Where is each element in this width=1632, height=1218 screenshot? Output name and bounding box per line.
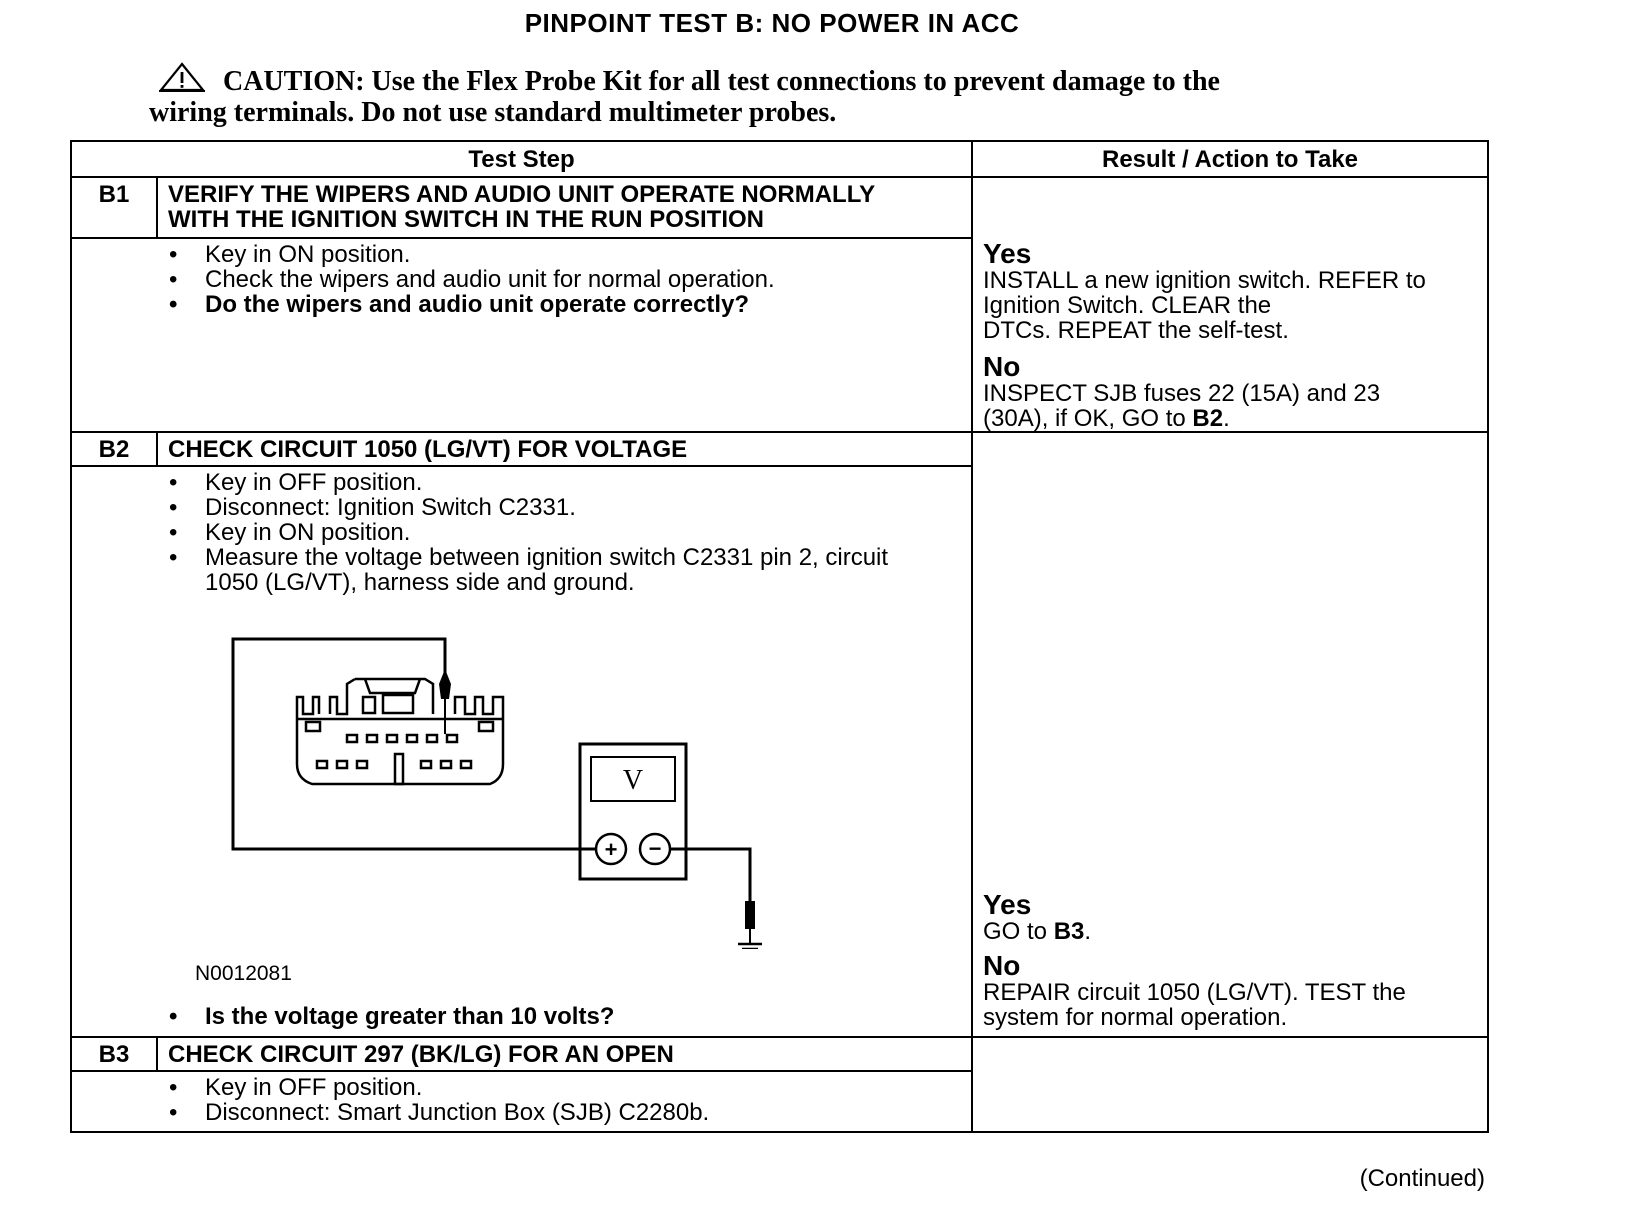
b2-goto-ref: B3 (1053, 918, 1085, 945)
b1-yes-line2: Ignition Switch. CLEAR the (983, 292, 1272, 319)
warning-triangle-icon (159, 62, 205, 92)
list-item: • Disconnect: Smart Junction Box (SJB) C2280b. (205, 1100, 961, 1125)
caution-text-line1: CAUTION: Use the Flex Probe Kit for all test connections to prevent damage to the (223, 66, 1220, 97)
negative-terminal-label: − (648, 836, 662, 861)
list-item: • Key in OFF position. (205, 470, 961, 495)
caution-text-line2: wiring terminals. Do not use standard multimeter probes. (149, 97, 837, 128)
list-item: • Key in ON position. (205, 242, 961, 267)
table-header-row (71, 141, 1488, 177)
step-b2-instructions (157, 466, 972, 1037)
step-b2-heading: CHECK CIRCUIT 1050 (LG/VT) FOR VOLTAGE (157, 432, 972, 466)
b2-no-action (983, 980, 1477, 1030)
step-b1-result (972, 177, 1488, 432)
b1-no-line2: (30A), if OK, GO to B2. (983, 405, 1230, 432)
step-b2-result (972, 432, 1488, 1037)
blank-cell (71, 238, 157, 432)
step-b3-result (972, 1037, 1488, 1132)
blank-cell (71, 466, 157, 1037)
b2-no-label: No (983, 950, 1021, 981)
list-item: • Key in OFF position. (205, 1075, 961, 1100)
caution-notice (149, 62, 1355, 128)
step-b3-heading: CHECK CIRCUIT 297 (BK/LG) FOR AN OPEN (157, 1037, 972, 1071)
b1-goto-ref: B2 (1192, 405, 1224, 432)
b2-yes-action: GO to B3. (983, 918, 1092, 945)
b1-no-action (983, 381, 1477, 431)
list-item: • Measure the voltage between ignition switch C2331 pin 2, circuit 1050 (LG/VT), harness side and ground. (205, 545, 961, 595)
multimeter (580, 744, 686, 879)
b1-yes-action (983, 268, 1477, 343)
b1-no-label: No (983, 351, 1021, 382)
list-item: • Key in ON position. (205, 520, 961, 545)
step-b3-heading-row (71, 1037, 1488, 1071)
continued-label: (Continued) (1359, 1165, 1485, 1192)
connector-voltage-diagram (175, 609, 775, 949)
step-code-b3: B3 (71, 1037, 157, 1071)
step-b1-heading-line1: VERIFY THE WIPERS AND AUDIO UNIT OPERATE NORMALLY (168, 181, 876, 208)
b2-no-line2: system for normal operation. (983, 1004, 1288, 1031)
b1-yes-label: Yes (983, 238, 1032, 269)
ignition-switch-connector-c2331 (297, 679, 503, 784)
figure-id: N0012081 (195, 962, 292, 985)
step-b1-heading-line2: WITH THE IGNITION SWITCH IN THE RUN POSITION (168, 206, 764, 233)
step-b1-heading (157, 177, 972, 238)
header-test-step: Test Step (71, 141, 972, 177)
step-b3-instructions (157, 1071, 972, 1132)
step-b1-heading-row (71, 177, 1488, 238)
b1-yes-line3: DTCs. REPEAT the self-test. (983, 317, 1289, 344)
b1-yes-line1: INSTALL a new ignition switch. REFER to (983, 267, 1426, 294)
step-b2-question: • Is the voltage greater than 10 volts? (205, 1004, 961, 1029)
step-b1-instructions (157, 238, 972, 432)
list-item: • Disconnect: Ignition Switch C2331. (205, 495, 961, 520)
list-item: • Check the wipers and audio unit for normal operation. (205, 267, 961, 292)
step-code-b2: B2 (71, 432, 157, 466)
step-b2-heading-row (71, 432, 1488, 466)
b1-no-line1: INSPECT SJB fuses 22 (15A) and 23 (983, 380, 1381, 407)
meter-display-label: V (622, 765, 644, 796)
header-result-action: Result / Action to Take (972, 141, 1488, 177)
positive-terminal-label: + (604, 837, 618, 862)
b2-yes-label: Yes (983, 889, 1032, 920)
step-code-b1: B1 (71, 177, 157, 238)
b2-no-line1: REPAIR circuit 1050 (LG/VT). TEST the (983, 979, 1406, 1006)
page-title: PINPOINT TEST B: NO POWER IN ACC (524, 8, 1020, 38)
pinpoint-test-table (70, 140, 1489, 1133)
blank-cell (71, 1071, 157, 1132)
step-b1-question: • Do the wipers and audio unit operate correctly? (205, 292, 961, 317)
ground-symbol-icon (738, 944, 762, 949)
